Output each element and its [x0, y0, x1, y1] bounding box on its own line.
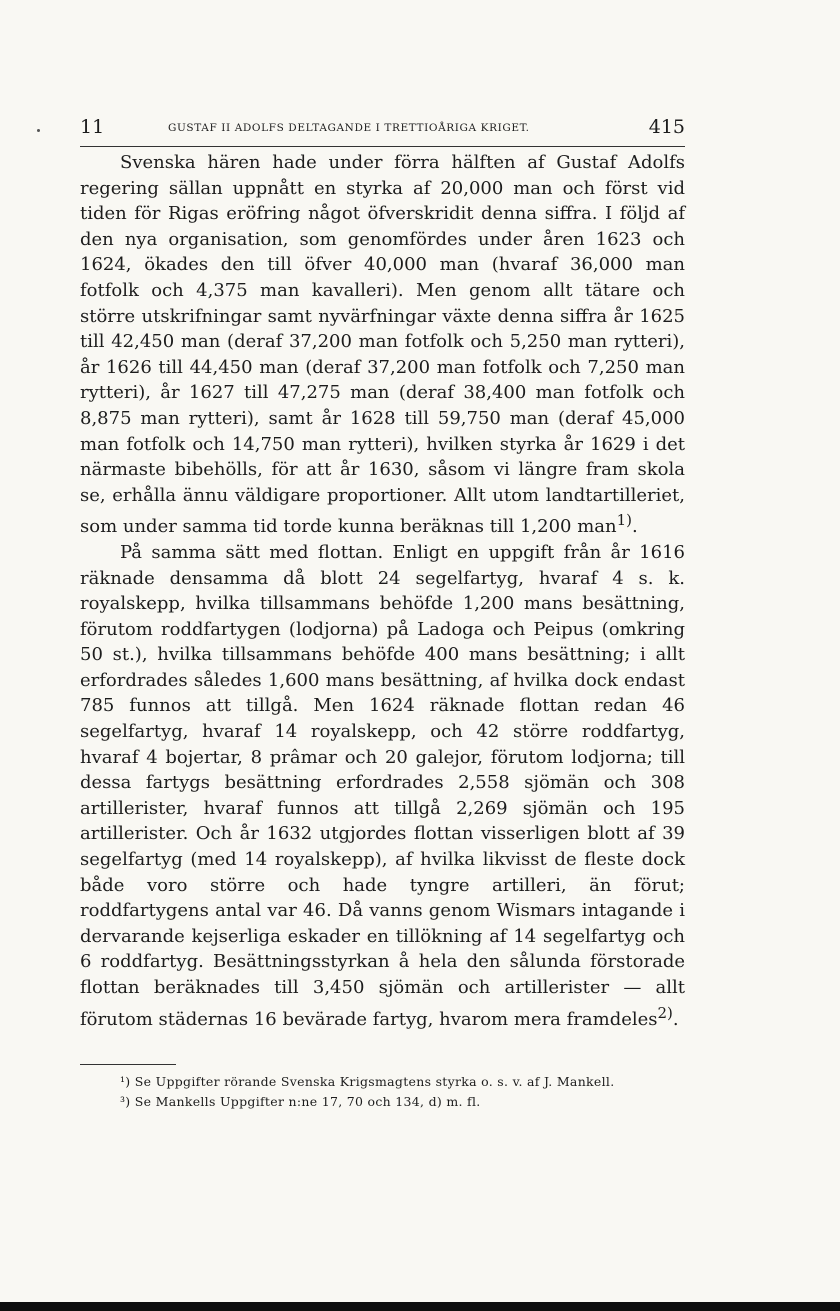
paragraph-tail: . — [632, 516, 638, 538]
footnotes — [80, 1074, 685, 1113]
scan-speck — [37, 129, 40, 132]
scan-border — [0, 1302, 840, 1311]
body-text — [80, 150, 685, 1032]
page-number: 415 — [648, 116, 685, 138]
paragraph — [80, 150, 685, 540]
paragraph-text: Svenska hären hade under förra hälften af Gustaf Adolfs regering sällan uppnått en styrka af 20,000 man och först vid tiden för Rigas eröfring något öfverskridit denna siffra. I följd af den nya organisation, som genomfördes under åren 1623 och 1624, ökades den till öfver 40,000 man (hvaraf 36,000 man fotfolk och 4,375 man kavalleri). Men genom allt tätare och större utskrifningar samt nyvärfningar växte denna siffra år 1625 till 42,450 man (deraf 37,200 man fotfolk och 5,250 man rytteri), år 1626 till 44,450 man (deraf 37,200 man fotfolk och 7,250 man rytteri), år 1627 till 47,275 man (deraf 38,400 man fotfolk och 8,875 man rytteri), samt år 1628 till 59,750 man (deraf 45,000 man fotfolk och 14,750 man rytteri), hvilken styrka år 1629 i det närmaste bibehölls, för att år 1630, såsom vi längre fram skola se, erhålla ännu väldigare proportioner. Allt utom landtartilleriet, som under samma tid torde kunna beräknas till 1,200 man — [80, 152, 685, 538]
footnote-text: Se Mankells Uppgifter n:ne 17, 70 och 134, d) m. fl. — [134, 1093, 481, 1109]
header-rule — [80, 146, 685, 147]
running-title: GUSTAF II ADOLFS DELTAGANDE I TRETTIOÅRIGA KRIGET. — [168, 122, 530, 134]
footnote-rule — [80, 1064, 176, 1065]
footnote — [80, 1094, 685, 1110]
footnote-mark: ³) — [120, 1093, 131, 1109]
chapter-number: 11 — [80, 116, 105, 138]
paragraph — [80, 540, 685, 1032]
running-header — [80, 116, 685, 140]
footnote-text: Se Uppgifter rörande Svenska Krigsmagtens styrka o. s. v. af J. Mankell. — [134, 1074, 615, 1089]
paragraph-text: På samma sätt med flottan. Enligt en uppgift från år 1616 räknade densamma då blott 24 segelfartyg, hvaraf 4 s. k. royalskepp, hvilka tillsammans behöfde 1,200 mans besättning, förutom roddfartygen (lodjorna) på Ladoga och Peipus (omkring 50 st.), hvilka tillsammans behöfde 400 mans besättning; i allt erfordrades således 1,600 mans besättning, af hvilka dock endast 785 funnos att tillgå. Men 1624 räknade flottan redan 46 segelfartyg, hvaraf 14 royalskepp, och 42 större roddfartyg, hvaraf 4 bojertar, 8 prâmar och 20 galejor, förutom lodjorna; till dessa fartygs besättning erfordrades 2,558 sjömän och 308 artillerister, hvaraf funnos att tillgå 2,269 sjömän och 195 artillerister. Och år 1632 utgjordes flottan visserligen blott af 39 segelfartyg (med 14 royalskepp), af hvilka likvisst de fleste dock både voro större och hade tyngre artilleri, än förut; roddfartygens antal var 46. Då vanns genom Wismars intagande i dervarande kejserliga eskader en tillökning af 14 segelfartyg och 6 roddfartyg. Besättningsstyrkan å hela den sålunda förstorade flottan beräknades till 3,450 sjömän och artillerister — allt förutom städernas 16 bevärade fartyg, hvarom mera framdeles — [80, 541, 685, 1030]
footnote-reference: 1) — [616, 511, 633, 530]
footnote-mark: ¹) — [120, 1074, 131, 1089]
footnote — [80, 1074, 685, 1090]
footnote-reference: 2) — [657, 1003, 673, 1022]
paragraph-tail: . — [672, 1008, 679, 1030]
